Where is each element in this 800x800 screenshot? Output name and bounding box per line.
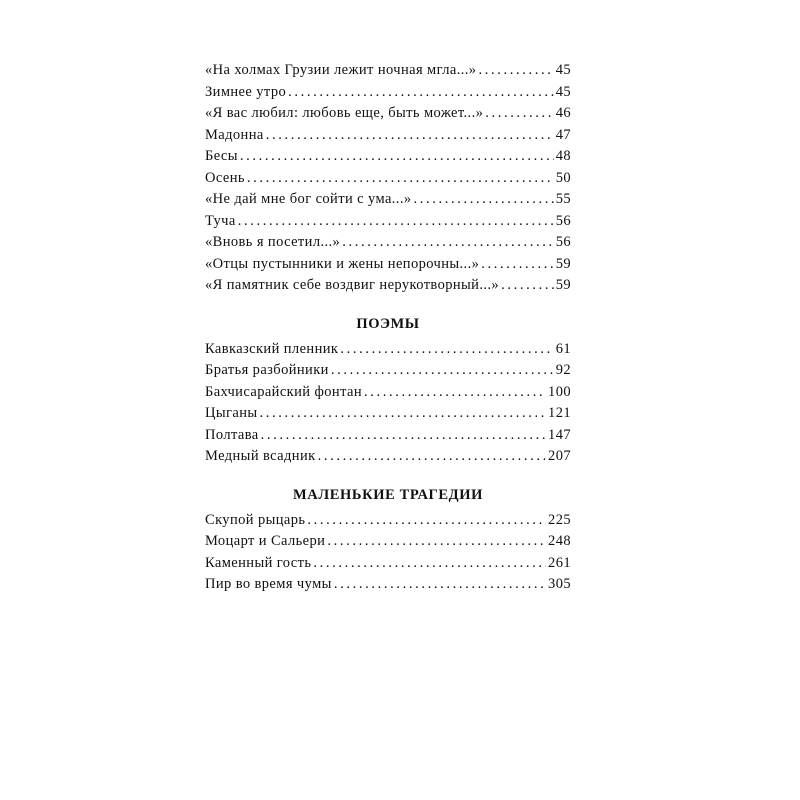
toc-entry xyxy=(205,510,571,532)
entry-title: «Я памятник себе воздвиг нерукотворный...» xyxy=(205,277,500,293)
entry-page: 56 xyxy=(555,212,571,229)
toc-entry xyxy=(205,254,571,276)
entry-page: 100 xyxy=(548,383,571,400)
entry-title: «На холмах Грузии лежит ночная мгла...» xyxy=(205,62,477,78)
entry-title: Осень xyxy=(205,169,245,186)
toc-entry xyxy=(205,82,571,104)
dot-leader xyxy=(331,360,554,382)
entry-title: «Я вас любил: любовь еще, быть может...» xyxy=(205,105,484,121)
entry-page: 92 xyxy=(555,362,571,378)
entry-title: Каменный гость xyxy=(205,554,312,571)
entry-title: «Отцы пустынники и жены непорочны...» xyxy=(205,255,480,272)
entry-page: 59 xyxy=(555,255,571,272)
toc-entry xyxy=(205,339,571,361)
dot-leader xyxy=(340,339,553,361)
entry-page: 61 xyxy=(555,340,571,357)
dot-leader xyxy=(342,232,554,254)
dot-leader xyxy=(485,103,553,125)
toc-entry xyxy=(205,382,571,404)
entry-title: «Не дай мне бог сойти с ума...» xyxy=(205,191,412,207)
section-heading: МАЛЕНЬКИЕ ТРАГЕДИИ xyxy=(293,486,483,503)
section-poems xyxy=(205,313,571,468)
entry-title: Моцарт и Сальери xyxy=(205,533,326,549)
section-lyrics xyxy=(205,60,571,297)
entry-page: 121 xyxy=(548,405,571,421)
entry-title: Кавказский пленник xyxy=(205,340,339,357)
dot-leader xyxy=(313,553,546,575)
entry-page: 47 xyxy=(555,126,571,143)
toc-entry xyxy=(205,446,571,468)
toc-entry xyxy=(205,168,571,190)
dot-leader xyxy=(240,146,554,168)
entry-title: Бахчисарайский фонтан xyxy=(205,383,362,400)
entry-title: «Вновь я посетил...» xyxy=(205,234,341,250)
section-little-tragedies xyxy=(205,484,571,596)
entry-title: Зимнее утро xyxy=(205,83,287,100)
dot-leader xyxy=(334,574,546,596)
toc-entry xyxy=(205,146,571,168)
dot-leader xyxy=(501,275,554,297)
dot-leader xyxy=(266,125,554,147)
toc-entry xyxy=(205,574,571,596)
toc-entry xyxy=(205,553,571,575)
entry-page: 59 xyxy=(555,277,571,293)
dot-leader xyxy=(307,510,546,532)
section-heading: ПОЭМЫ xyxy=(356,315,420,332)
entry-page: 248 xyxy=(548,533,571,549)
toc-entry xyxy=(205,60,571,82)
dot-leader xyxy=(327,531,546,553)
dot-leader xyxy=(364,382,546,404)
entry-page: 46 xyxy=(555,105,571,121)
entry-title: Медный всадник xyxy=(205,448,316,464)
entry-page: 147 xyxy=(548,426,571,443)
dot-leader xyxy=(318,446,546,468)
toc-entry xyxy=(205,275,571,297)
dot-leader xyxy=(288,82,554,104)
entry-page: 56 xyxy=(555,234,571,250)
entry-title: Скупой рыцарь xyxy=(205,511,306,528)
entry-page: 50 xyxy=(555,169,571,186)
dot-leader xyxy=(247,168,554,190)
entry-page: 55 xyxy=(555,191,571,207)
entry-title: Полтава xyxy=(205,426,259,443)
entry-page: 261 xyxy=(548,554,571,571)
entry-page: 305 xyxy=(548,576,571,592)
toc-entry xyxy=(205,232,571,254)
dot-leader xyxy=(260,403,547,425)
table-of-contents xyxy=(205,60,571,596)
entry-page: 48 xyxy=(555,148,571,164)
toc-entry xyxy=(205,125,571,147)
entry-title: Бесы xyxy=(205,148,238,164)
toc-entry xyxy=(205,360,571,382)
toc-entry xyxy=(205,103,571,125)
toc-entry xyxy=(205,425,571,447)
entry-title: Братья разбойники xyxy=(205,362,329,378)
entry-title: Туча xyxy=(205,212,236,229)
dot-leader xyxy=(238,211,554,233)
dot-leader xyxy=(481,254,553,276)
dot-leader xyxy=(478,60,553,82)
dot-leader xyxy=(261,425,546,447)
entry-title: Цыганы xyxy=(205,405,258,421)
entry-title: Мадонна xyxy=(205,126,264,143)
entry-page: 45 xyxy=(555,83,571,100)
toc-entry xyxy=(205,531,571,553)
toc-entry xyxy=(205,189,571,211)
toc-entry xyxy=(205,211,571,233)
entry-page: 207 xyxy=(548,448,571,464)
dot-leader xyxy=(414,189,554,211)
toc-entry xyxy=(205,403,571,425)
entry-page: 45 xyxy=(555,62,571,78)
entry-page: 225 xyxy=(548,511,571,528)
entry-title: Пир во время чумы xyxy=(205,576,332,592)
